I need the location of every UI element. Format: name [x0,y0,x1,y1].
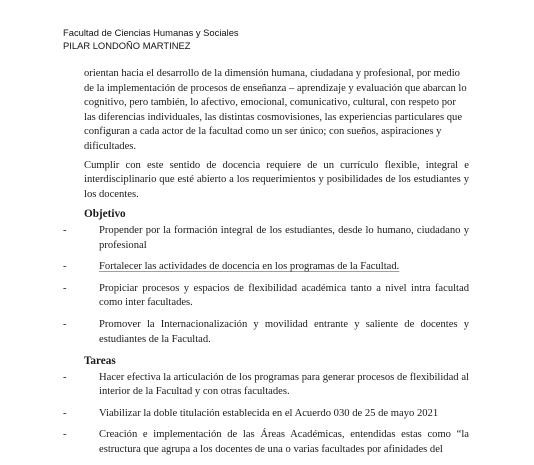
objetivo-item-2 [63,260,469,275]
objetivo-item-text: Propender por la formación integral de los estudiantes, desde lo humano, ciudadano y profesional [99,224,469,251]
tareas-item-text: Viabilizar la doble titulación establecida en el Acuerdo 030 de 25 de mayo 2021 [99,407,439,419]
dash-bullet: - [63,224,67,236]
objetivo-heading: Objetivo [84,208,126,221]
document-body [63,67,469,465]
objetivo-item-text: Propiciar procesos y espacios de flexibilidad académica tanto a nivel intra facultad como inter facultades. [99,282,469,309]
dash-bullet: - [63,261,67,273]
tareas-item-2 [63,407,469,422]
objetivo-item-text: Fortalecer las actividades de docencia en los programas de la Facultad. [99,261,400,273]
tareas-item-3 [63,428,469,457]
objetivo-item-1 [63,224,469,253]
dash-bullet: - [63,429,67,441]
objetivo-list [63,224,469,347]
dash-bullet: - [63,282,67,294]
objetivo-item-4 [63,318,469,347]
dash-bullet: - [63,371,67,383]
objetivo-item-3 [63,282,469,311]
intro-paragraph-1: orientan hacia el desarrollo de la dimensión humana, ciudadana y profesional, por medio de la implementación de procesos de enseñanza – aprendizaje y evaluación que abarcan lo cognitivo, pero también, lo afectivo, emocional, comunicativo, cultural, con respeto por las diferencias individuales, las distintas cosmovisiones, las experiencias particulares que configuran a cada actor de la facultad como un ser único; con sueños, aspiraciones y dificultades. [84,68,467,152]
page-header [63,26,239,52]
tareas-item-1 [63,371,469,400]
header-faculty: Facultad de Ciencias Humanas y Sociales [63,27,239,38]
objetivo-item-text: Promover la Internacionalización y movilidad entrante y saliente de docentes y estudiantes de la Facultad. [99,318,469,345]
tareas-heading: Tareas [84,355,116,368]
header-author: PILAR LONDOÑO MARTINEZ [63,40,191,51]
tareas-list [63,371,469,458]
tareas-item-text: Hacer efectiva la articulación de los programas para generar procesos de flexibilidad al interior de la Facultad y con otras facultades. [99,371,469,398]
dash-bullet: - [63,318,67,330]
dash-bullet: - [63,407,67,419]
tareas-item-text: Creación e implementación de las Áreas Académicas, entendidas estas como “la estructura que agrupa a los docentes de una o varias facultades por afinidades del [99,429,469,456]
intro-paragraph-2: Cumplir con este sentido de docencia requiere de un currículo flexible, integral e interdisciplinario que esté abierto a los requerimientos y posibilidades de los estudiantes y los docentes. [84,159,469,200]
